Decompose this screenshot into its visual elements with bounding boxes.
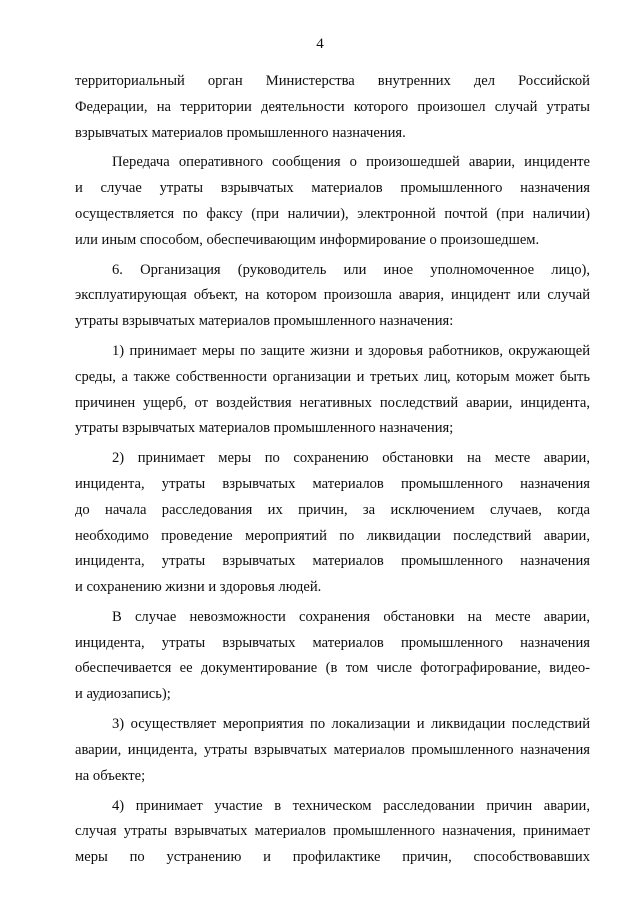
text-line: или иным способом, обеспечивающим информирование о произошедшем. bbox=[75, 231, 540, 248]
paragraph-documentation bbox=[75, 605, 590, 708]
text-line: аварии, инцидента, утраты взрывчатых материалов промышленного назначения bbox=[75, 741, 590, 758]
text-line: меры по устранению и профилактике причин, способствовавших bbox=[75, 849, 590, 866]
text-line: и аудиозапись); bbox=[75, 686, 171, 703]
text-line: утраты взрывчатых материалов промышленного назначения; bbox=[75, 420, 454, 437]
paragraph-subitem-2 bbox=[75, 446, 590, 601]
text-line: осуществляется по факсу (при наличии), электронной почтой (при наличии) bbox=[75, 205, 590, 222]
text-line: среды, а также собственности организации и третьих лиц, которым может быть bbox=[75, 368, 590, 385]
text-line: 3) осуществляет мероприятия по локализации и ликвидации последствий bbox=[112, 716, 590, 733]
text-line: территориальный орган Министерства внутренних дел Российской bbox=[75, 73, 590, 89]
text-line: 2) принимает меры по сохранению обстановки на месте аварии, bbox=[112, 450, 590, 467]
text-line: необходимо проведение мероприятий по ликвидации последствий аварии, bbox=[75, 527, 590, 544]
text-line: инцидента, утраты взрывчатых материалов промышленного назначения bbox=[75, 553, 590, 570]
text-line: Федерации, на территории деятельности которого произошел случай утраты bbox=[75, 98, 590, 115]
text-line: Передача оперативного сообщения о произошедшей аварии, инциденте bbox=[112, 154, 590, 171]
paragraph-subitem-3 bbox=[75, 712, 590, 789]
text-line: и случае утраты взрывчатых материалов промышленного назначения bbox=[75, 180, 590, 197]
text-line: случая утраты взрывчатых материалов промышленного назначения, принимает bbox=[75, 823, 590, 840]
paragraph-subitem-1 bbox=[75, 339, 590, 442]
text-line: В случае невозможности сохранения обстановки на месте аварии, bbox=[112, 608, 590, 625]
paragraph-subitem-4 bbox=[75, 794, 590, 871]
page-number: 4 bbox=[316, 36, 324, 52]
text-line: 1) принимает меры по защите жизни и здоровья работников, окружающей bbox=[112, 343, 590, 360]
text-line: причинен ущерб, от воздействия негативных последствий аварии, инцидента, bbox=[75, 394, 590, 411]
text-line: взрывчатых материалов промышленного назначения. bbox=[75, 124, 406, 141]
paragraph-territorial-organ bbox=[75, 69, 590, 146]
text-line: и сохранению жизни и здоровья людей. bbox=[75, 579, 322, 595]
body-text bbox=[75, 69, 590, 871]
paragraph-item-6 bbox=[75, 258, 590, 335]
paragraph-message-transfer bbox=[75, 150, 590, 253]
text-line: 6. Организация (руководитель или иное уполномоченное лицо), bbox=[112, 261, 590, 278]
text-line: на объекте; bbox=[75, 767, 146, 784]
text-line: эксплуатирующая объект, на котором произошла авария, инцидент или случай bbox=[75, 287, 590, 304]
text-line: инцидента, утраты взрывчатых материалов промышленного назначения bbox=[75, 476, 590, 492]
text-line: утраты взрывчатых материалов промышленного назначения: bbox=[75, 313, 454, 330]
text-line: до начала расследования их причин, за исключением случаев, когда bbox=[75, 501, 590, 518]
text-line: обеспечивается ее документирование (в том числе фотографирование, видео- bbox=[75, 660, 590, 677]
text-line: инцидента, утраты взрывчатых материалов промышленного назначения bbox=[75, 634, 590, 651]
text-line: 4) принимает участие в техническом расследовании причин аварии, bbox=[112, 797, 590, 814]
